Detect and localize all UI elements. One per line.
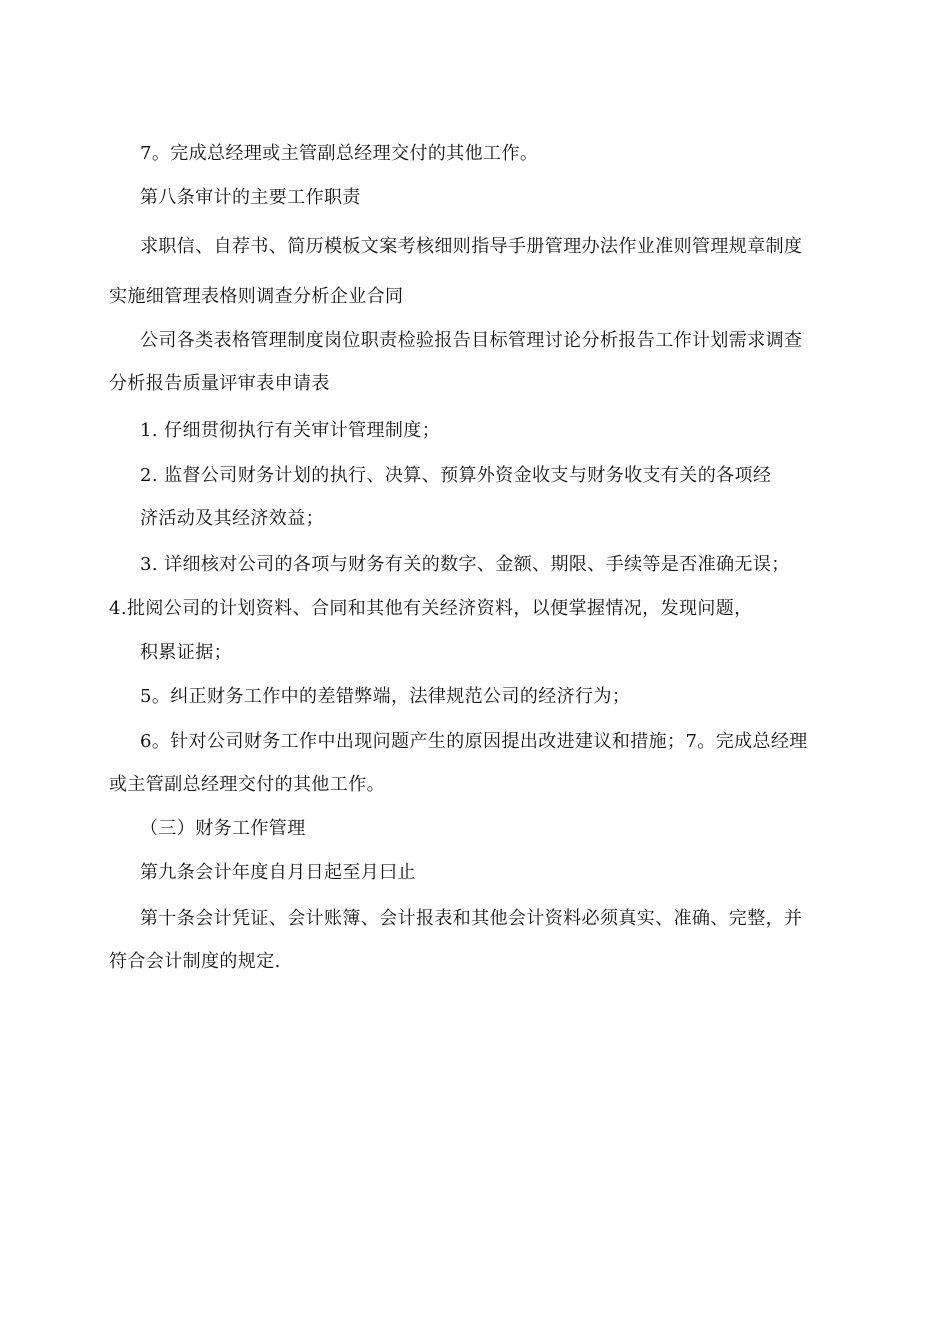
text-line: 分析报告质量评审表申请表 bbox=[109, 373, 330, 394]
text-line: 求职信、自荐书、简历模板文案考核细则指导手册管理办法作业准则管理规章制度 bbox=[140, 236, 803, 257]
section-heading: 第八条审计的主要工作职责 bbox=[140, 187, 361, 208]
text-line: 第九条会计年度自月日起至月曰止 bbox=[140, 862, 416, 883]
text-line: 符合会计制度的规定. bbox=[109, 951, 281, 972]
list-item: 6。针对公司财务工作中出现问题产生的原因提出改进建议和措施；7。完成总经理 bbox=[140, 731, 808, 752]
list-item: 3. 详细核对公司的各项与财务有关的数字、金额、期限、手续等是否准确无误； bbox=[140, 554, 790, 575]
list-item-continuation: 济活动及其经济效益； bbox=[140, 508, 324, 529]
list-item-continuation: 积累证据； bbox=[140, 642, 232, 663]
list-item: 2. 监督公司财务计划的执行、决算、预算外资金收支与财务收支有关的各项经 bbox=[140, 465, 772, 486]
section-heading: （三）财务工作管理 bbox=[140, 818, 306, 839]
text-line: 第十条会计凭证、会计账簿、会计报表和其他会计资料必须真实、准确、完整，并 bbox=[140, 908, 803, 929]
text-line: 公司各类表格管理制度岗位职责检验报告目标管理讨论分析报告工作计划需求调查 bbox=[140, 330, 803, 351]
list-item: 5。纠正财务工作中的差错弊端，法律规范公司的经济行为； bbox=[140, 686, 631, 707]
text-line: 实施细管理表格则调查分析企业合同 bbox=[109, 286, 404, 307]
list-item: 4.批阅公司的计划资料、合同和其他有关经济资料，以便掌握情况，发现问题， bbox=[109, 598, 753, 619]
list-item: 1. 仔细贯彻执行有关审计管理制度； bbox=[140, 420, 441, 441]
text-line: 7。完成总经理或主管副总经理交付的其他工作。 bbox=[140, 143, 539, 164]
list-item-continuation: 或主管副总经理交付的其他工作。 bbox=[109, 774, 385, 795]
